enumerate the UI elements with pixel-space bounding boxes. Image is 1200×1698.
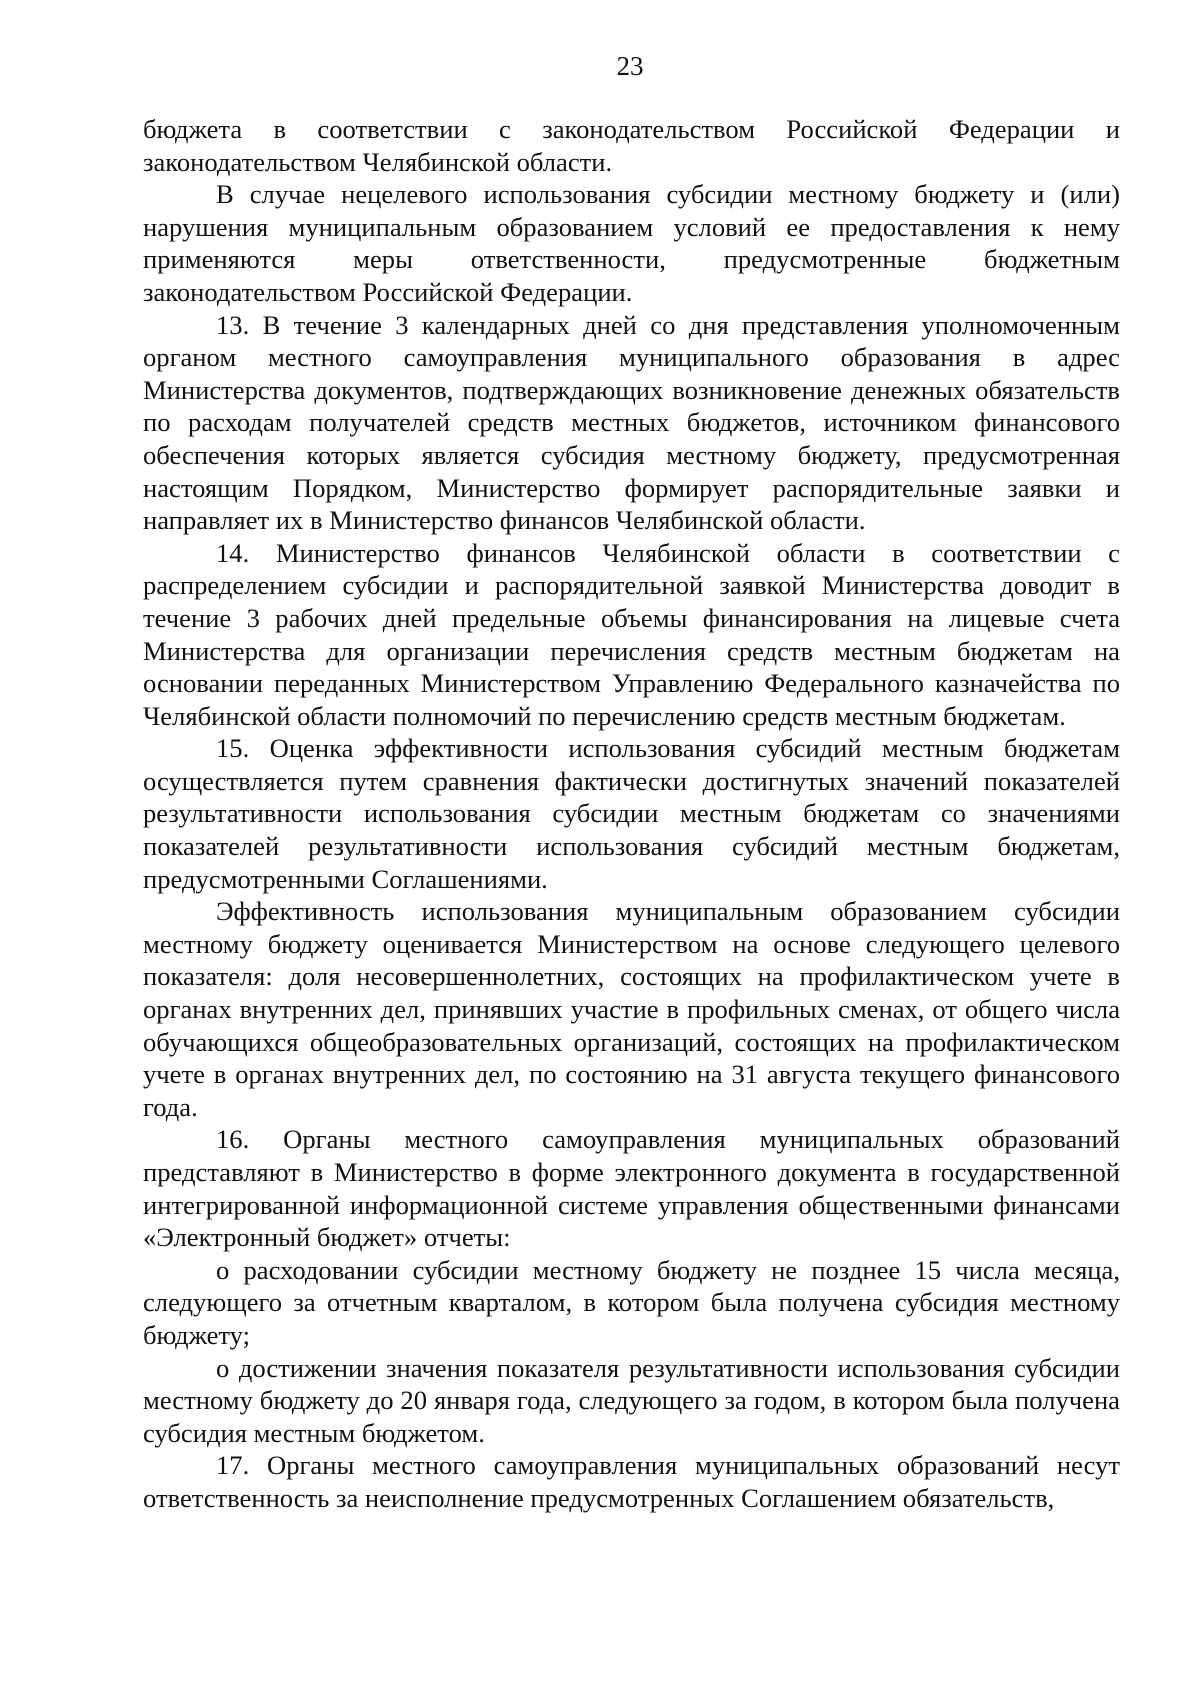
paragraph-continuation: бюджета в соответствии с законодательством Российской Федерации и законодательством Челябинской области.: [143, 114, 1120, 177]
paragraph-14: 14. Министерство финансов Челябинской области в соответствии с распределением субсидии и распорядительной заявкой Министерства доводит в течение 3 рабочих дней предельные объемы финансирования на лицевые счета Министерства для организации перечисления средств местным бюджетам на основании переданных Министерством Управлению Федерального казначейства по Челябинской области полномочий по перечислению средств местным бюджетам.: [143, 537, 1120, 731]
paragraph-effectiveness: Эффективность использования муниципальным образованием субсидии местному бюджету оценивается Министерством на основе следующего целевого показателя: доля несовершеннолетних, состоящих на профилактическом учете в органах внутренних дел, принявших участие в профильных сменах, от общего числа обучающихся общеобразовательных организаций, состоящих на профилактическом учете в органах внутренних дел, по состоянию на 31 августа текущего финансового года.: [143, 896, 1120, 1122]
paragraph-16: 16. Органы местного самоуправления муниципальных образований представляют в Министерство в форме электронного документа в государственной интегрированной информационной системе управления общественными финансами «Электронный бюджет» отчеты:: [143, 1124, 1120, 1253]
paragraph-indicator-report: о достижении значения показателя результативности использования субсидии местному бюджету до 20 января года, следующего за годом, в котором была получена субсидия местным бюджетом.: [143, 1352, 1120, 1448]
paragraph-misuse-liability: В случае нецелевого использования субсидии местному бюджету и (или) нарушения муниципальным образованием условий ее предоставления к нему применяются меры ответственности, предусмотренные бюджетным законодательством Российской Федерации.: [143, 179, 1120, 307]
paragraph-17: 17. Органы местного самоуправления муниципальных образований несут ответственность за неисполнение предусмотренных Соглашением обязательств,: [143, 1450, 1120, 1513]
paragraph-expenditure-report: о расходовании субсидии местному бюджету не позднее 15 числа месяца, следующего за отчетным кварталом, в котором была получена субсидия местному бюджету;: [143, 1254, 1120, 1350]
paragraph-13: 13. В течение 3 календарных дней со дня представления уполномоченным органом местного самоуправления муниципального образования в адрес Министерства документов, подтверждающих возникновение денежных обязательств по расходам получателей средств местных бюджетов, источником финансового обеспечения которых является субсидия местному бюджету, предусмотренная настоящим Порядком, Министерство формирует распорядительные заявки и направляет их в Министерство финансов Челябинской области.: [143, 309, 1120, 536]
paragraph-15: 15. Оценка эффективности использования субсидий местным бюджетам осуществляется путем сравнения фактически достигнутых значений показателей результативности использования субсидии местным бюджетам со значениями показателей результативности использования субсидий местным бюджетам, предусмотренными Соглашениями.: [143, 733, 1120, 894]
page-number: 23: [616, 51, 644, 81]
document-body: [143, 113, 1120, 1515]
